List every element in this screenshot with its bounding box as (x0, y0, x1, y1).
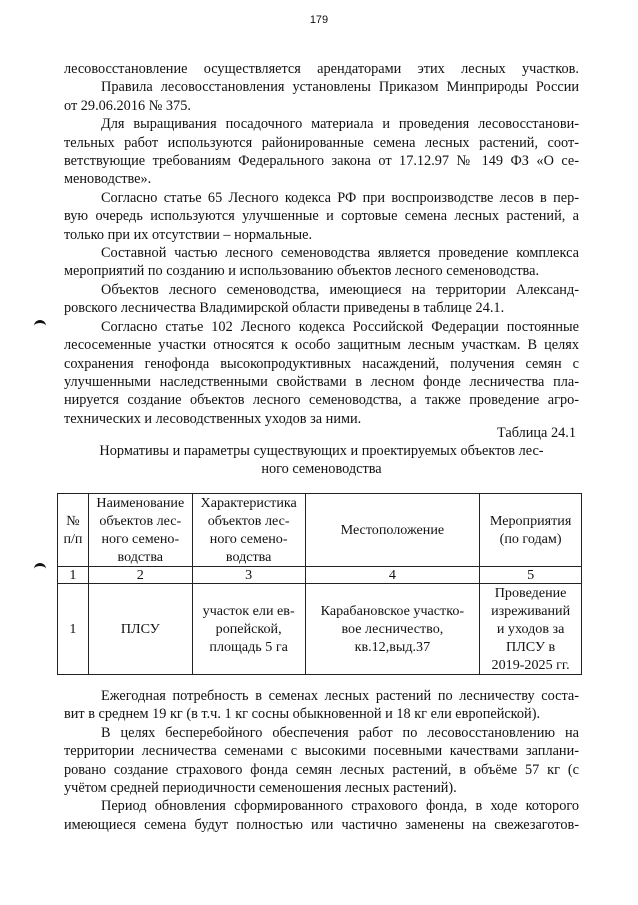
body-text-bottom (64, 687, 579, 834)
text-line: Период обновления сформированного страхового фонда, в ходе которого (101, 798, 579, 815)
table-row (58, 584, 582, 675)
text-line: Составной частью лесного семеноводства является проведение комплекса (101, 245, 579, 262)
text-line: мероприятий по созданию и использованию объектов лесного семеноводства. (64, 263, 540, 280)
text-line: лесосеменные участки относятся к особо защитным лесным участкам. В целях (64, 337, 579, 354)
text-line: меноводстве». (64, 171, 152, 188)
text-line: Правила лесовосстановления установлены Приказом Минприроды России (101, 79, 579, 96)
binding-hole-mark (34, 563, 46, 572)
column-number: 4 (305, 567, 480, 584)
table-title (64, 442, 579, 478)
paragraph (64, 60, 579, 78)
text-line: В целях бесперебойного обеспечения работ по лесовосстановлению на (101, 724, 579, 741)
paragraph (64, 797, 579, 834)
column-header-characteristics: Характеристика объектов лес- ного семено- водства (192, 494, 305, 567)
column-header-number: № п/п (58, 494, 89, 567)
table-column-numbers-row (58, 567, 582, 584)
cell-location: Карабановское участко- вое лесничество, кв.12,выд.37 (305, 584, 480, 675)
paragraph (64, 281, 579, 318)
column-number: 3 (192, 567, 305, 584)
text-line: Ежегодная потребность в семенах лесных растений по лесничеству соста- (101, 688, 579, 704)
table-number: Таблица 24.1 (496, 425, 576, 441)
column-header-name: Наименование объектов лес- ного семено- водства (88, 494, 192, 567)
forest-seed-objects-table (57, 493, 582, 675)
text-line: учётом средней периодичности семеношения лесных растений). (64, 780, 457, 797)
column-header-activities: Мероприятия (по годам) (480, 494, 582, 567)
text-line: технических и лесоводственных уходов за ними. (64, 410, 362, 427)
column-number: 5 (480, 567, 582, 584)
text-line: сохранения генофонда высокопродуктивных насаждений, получения семян с (64, 355, 579, 372)
text-line: имеющиеся семена будут полностью или частично заменены на свежезаготов- (64, 816, 579, 833)
table-title-line: Нормативы и параметры существующих и проектируемых объектов лес- (99, 443, 544, 459)
text-line: ровского лесничества Владимирской области приведены в таблице 24.1. (64, 300, 505, 317)
table-header-row (58, 494, 582, 567)
table-title-line: ного семеноводства (261, 461, 382, 477)
cell-name: ПЛСУ (88, 584, 192, 675)
text-line: Объектов лесного семеноводства, имеющиеся на территории Александ- (101, 281, 579, 298)
paragraph (64, 318, 579, 428)
text-line: тельных работ используются районированные семена лесных растений, соот- (64, 134, 579, 151)
text-line: от 29.06.2016 № 375. (64, 97, 191, 114)
paragraph (64, 724, 579, 798)
cell-characteristics: участок ели ев- ропейской, площадь 5 га (192, 584, 305, 675)
page-number: 179 (309, 14, 329, 26)
column-header-location: Местоположение (305, 494, 480, 567)
text-line: лесовосстановление осуществляется арендаторами этих лесных участков. (64, 61, 579, 77)
text-line: улучшенными наследственными свойствами в лесном фонде лесничества пла- (64, 373, 579, 390)
paragraph (64, 115, 579, 189)
paragraph (64, 687, 579, 724)
binding-hole-mark (34, 320, 46, 329)
paragraph (64, 189, 579, 244)
body-text-top (64, 60, 579, 428)
text-line: только при их отсутствии – нормальные. (64, 226, 313, 243)
text-line: Согласно статье 102 Лесного кодекса Российской Федерации постоянные (101, 318, 579, 335)
text-line: Для выращивания посадочного материала и проведения лесовосстанови- (101, 116, 579, 133)
cell-activities: Проведение изреживаний и уходов за ПЛСУ в 2019-2025 гг. (480, 584, 582, 675)
text-line: ровано создание страхового фонда семян лесных растений, в объёме 57 кг (с (64, 761, 579, 778)
text-line: ветствующие требованиям Федерального закона от 17.12.97 № 149 ФЗ «О се- (64, 153, 579, 170)
cell-number: 1 (58, 584, 89, 675)
text-line: вую очередь используются улучшенные и сортовые семена лесных растений, а (64, 208, 579, 225)
text-line: Согласно статье 65 Лесного кодекса РФ при воспроизводстве лесов в пер- (101, 189, 579, 206)
paragraph (64, 78, 579, 115)
text-line: нируется создание объектов лесного семеноводства, а также проведение агро- (64, 392, 579, 409)
paragraph (64, 244, 579, 281)
column-number: 2 (88, 567, 192, 584)
column-number: 1 (58, 567, 89, 584)
text-line: вит в среднем 19 кг (в т.ч. 1 кг сосны обыкновенной и 18 кг ели европейской). (64, 706, 541, 723)
text-line: территории лесничества семенами с высокими посевными качествами заплани- (64, 743, 579, 760)
